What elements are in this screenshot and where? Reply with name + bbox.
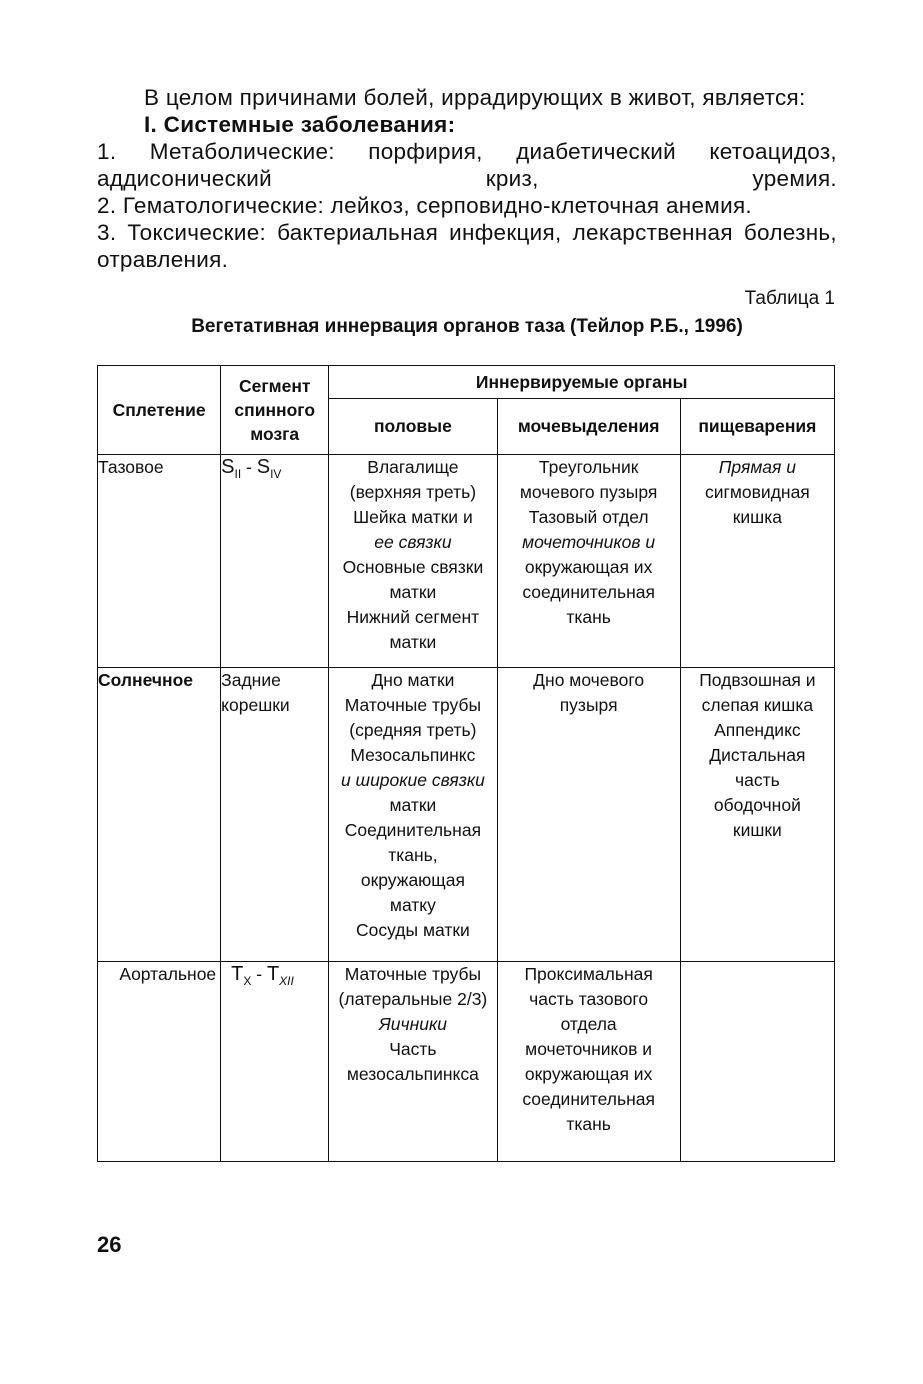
list-item-toxic: 3. Токсические: бактериальная инфекция, лекарственная болезнь, отравления.	[97, 220, 837, 272]
cell-plexus: Тазовое	[98, 455, 221, 668]
cell-urinary: Треугольник мочевого пузыря Тазовый отдел мочеточников и окружающая их соединительная ткань	[497, 455, 680, 668]
page-number: 26	[97, 1232, 122, 1257]
header-digestive: пищеварения	[680, 399, 834, 455]
cell-plexus: Солнечное	[98, 668, 221, 962]
cell-genital: Дно матки Маточные трубы (средняя треть) Мезосальпинкс и широкие связки матки Соединительная ткань, окружающая матку Сосуды матки	[329, 668, 497, 962]
table-row	[98, 668, 835, 962]
list-item-metabolic: 1. Метаболические: порфирия, диабетический кетоацидоз, аддисонический криз, уремия.	[97, 139, 837, 191]
table-title: Вегетативная иннервация органов таза (Тейлор Р.Б., 1996)	[191, 316, 743, 337]
cell-digestive	[680, 962, 834, 1162]
cell-urinary: Проксимальная часть тазового отдела мочеточников и окружающая их соединительная ткань	[497, 962, 680, 1162]
header-genital: половые	[329, 399, 497, 455]
cell-digestive: Подвзошная и слепая кишка Аппендикс Дистальная часть ободочной кишки	[680, 668, 834, 962]
intro-line: В целом причинами болей, иррадирующих в живот, является:	[144, 85, 806, 110]
header-urinary: мочевыделения	[497, 399, 680, 455]
cell-segment: $S_{II} - S_{IV}$	[221, 455, 329, 668]
header-organs: Иннервируемые органы	[329, 366, 835, 399]
table-row	[98, 962, 835, 1162]
intro-text	[97, 84, 837, 273]
cell-urinary: Дно мочевого пузыря	[497, 668, 680, 962]
header-segment: Сегмент спинного мозга	[221, 366, 329, 455]
table-caption: Таблица 1	[744, 288, 835, 309]
header-plexus: Сплетение	[98, 366, 221, 455]
list-item-hematologic: 2. Гематологические: лейкоз, серповидно-клеточная анемия.	[97, 193, 752, 218]
cell-genital: Влагалище (верхняя треть) Шейка матки и ее связки Основные связки матки Нижний сегмент матки	[329, 455, 497, 668]
cell-digestive: Прямая и сигмовидная кишка	[680, 455, 834, 668]
table-row	[98, 455, 835, 668]
table-header-row	[98, 366, 835, 399]
innervation-table	[97, 365, 835, 1162]
cell-segment: Задние корешки	[221, 668, 329, 962]
section-heading: I. Системные заболевания:	[144, 112, 456, 137]
cell-genital: Маточные трубы (латеральные 2/3) Яичники Часть мезосальпинкса	[329, 962, 497, 1162]
cell-plexus: Аортальное	[98, 962, 221, 1162]
cell-segment: $T_X - T_{XII}$	[221, 962, 329, 1162]
